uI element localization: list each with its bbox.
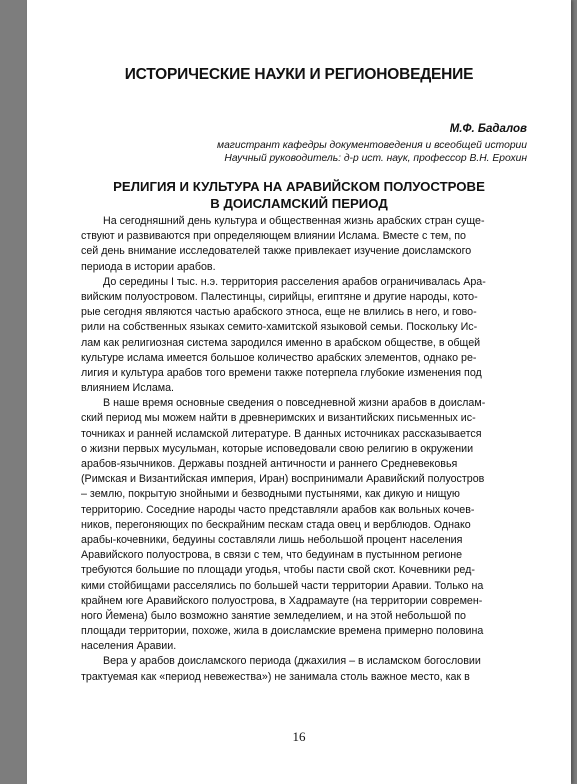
- body-line: территорию. Соседние народы часто представляли арабов как вольных кочев-: [81, 503, 475, 516]
- body-line: точниках и ранней исламской литературе. В данных источниках рассказывается: [81, 427, 482, 440]
- body-line: периода в истории арабов.: [81, 260, 216, 273]
- body-line: арабов-язычников. Державы поздней античности и раннего Средневековья: [81, 458, 458, 470]
- body-line: рые сегодня являются частью арабского этноса, еще не влились в него, и гово-: [81, 306, 477, 319]
- body-line: – землю, покрытую знойными и безводными пустынями, как дикую и нищую: [81, 488, 460, 501]
- body-line: трактуемая как «период невежества») не занимала столь важное место, как в: [81, 670, 470, 683]
- body-line: культуре ислама имеется большое количество арабских элементов, однако ре-: [81, 351, 477, 364]
- body-line: В наше время основные сведения о повседневной жизни арабов в доислам-: [103, 397, 486, 410]
- body-line: На сегодняшний день культура и общественная жизнь арабских стран суще-: [103, 215, 485, 227]
- body-line: До середины I тыс. н.э. территория расселения арабов ограничивалась Ара-: [103, 275, 486, 288]
- page-number: 16: [292, 729, 306, 744]
- article-body: [81, 214, 527, 685]
- body-line: ников, перегоняющих по бескрайним пескам стада овец и верблюдов. Однако: [81, 518, 471, 531]
- body-line: рили на собственных языках семито-хамитской языковой семьи. Поскольку Ис-: [81, 321, 478, 334]
- article-title: [27, 178, 571, 212]
- body-line: Вера у арабов доисламского периода (джахилия – в исламском богословии: [103, 655, 481, 668]
- article-title-line: РЕЛИГИЯ И КУЛЬТУРА НА АРАВИЙСКОМ ПОЛУОСТРОВЕ: [113, 179, 485, 194]
- body-line: лам как религиозная система зародился именно в арабском обществе, в общей: [81, 336, 481, 349]
- body-line: лигия и культура арабов того времени также потерпела глубокие изменения под: [81, 366, 482, 379]
- article-title-line: В ДОИСЛАМСКИЙ ПЕРИОД: [210, 196, 388, 211]
- body-line: Аравийского полуострова, в связи с тем, что бедуинам в пустынном регионе: [81, 549, 463, 562]
- body-line: арабы-кочевники, бедуины составляли лишь небольшой процент населения: [81, 533, 463, 546]
- document-page: [27, 0, 571, 784]
- body-line: крайнем юге Аравийского полуострова, в Хадрамауте (на территории современ-: [81, 594, 483, 607]
- author-affiliation: [67, 139, 527, 165]
- section-title: ИСТОРИЧЕСКИЕ НАУКИ И РЕГИОНОВЕДЕНИЕ: [124, 66, 474, 83]
- supervisor-line: Научный руководитель: д-р ист. наук, профессор В.Н. Ерохин: [224, 153, 527, 164]
- body-line: ного Йемена) было возможно занятие земледелием, и на этой небольшой по: [81, 609, 466, 622]
- body-line: ствуют и развиваются при определяющем влиянии Ислама. Вместе с тем, по: [81, 230, 466, 243]
- body-line: ский период мы можем найти в древнеримских и византийских письменных ис-: [81, 412, 476, 425]
- body-line: влиянием Ислама.: [81, 382, 175, 395]
- body-line: вийским полуостровом. Палестинцы, сирийцы, египтяне и другие народы, кото-: [81, 290, 478, 303]
- body-line: кими стойбищами расселялись по большей части территории Аравии. Только на: [81, 579, 484, 592]
- body-line: населения Аравии.: [81, 640, 177, 653]
- body-line: (Римская и Византийская империя, Иран) воспринимали Аравийский полуостров: [81, 473, 485, 486]
- body-line: требуются большие по площади угодья, чтобы пасти свой скот. Кочевники ред-: [81, 564, 475, 577]
- affiliation-line: магистрант кафедры документоведения и всеобщей истории: [217, 140, 527, 151]
- body-line: о жизни первых мусульман, которые исповедовали свою религию в окружении: [81, 442, 474, 455]
- author-name: М.Ф. Бадалов: [449, 123, 527, 135]
- body-line: сей день внимание исследователей также привлекает изучение доисламского: [81, 245, 472, 258]
- body-line: площади территории, похоже, жила в доисламские времена примерно половина: [81, 625, 484, 638]
